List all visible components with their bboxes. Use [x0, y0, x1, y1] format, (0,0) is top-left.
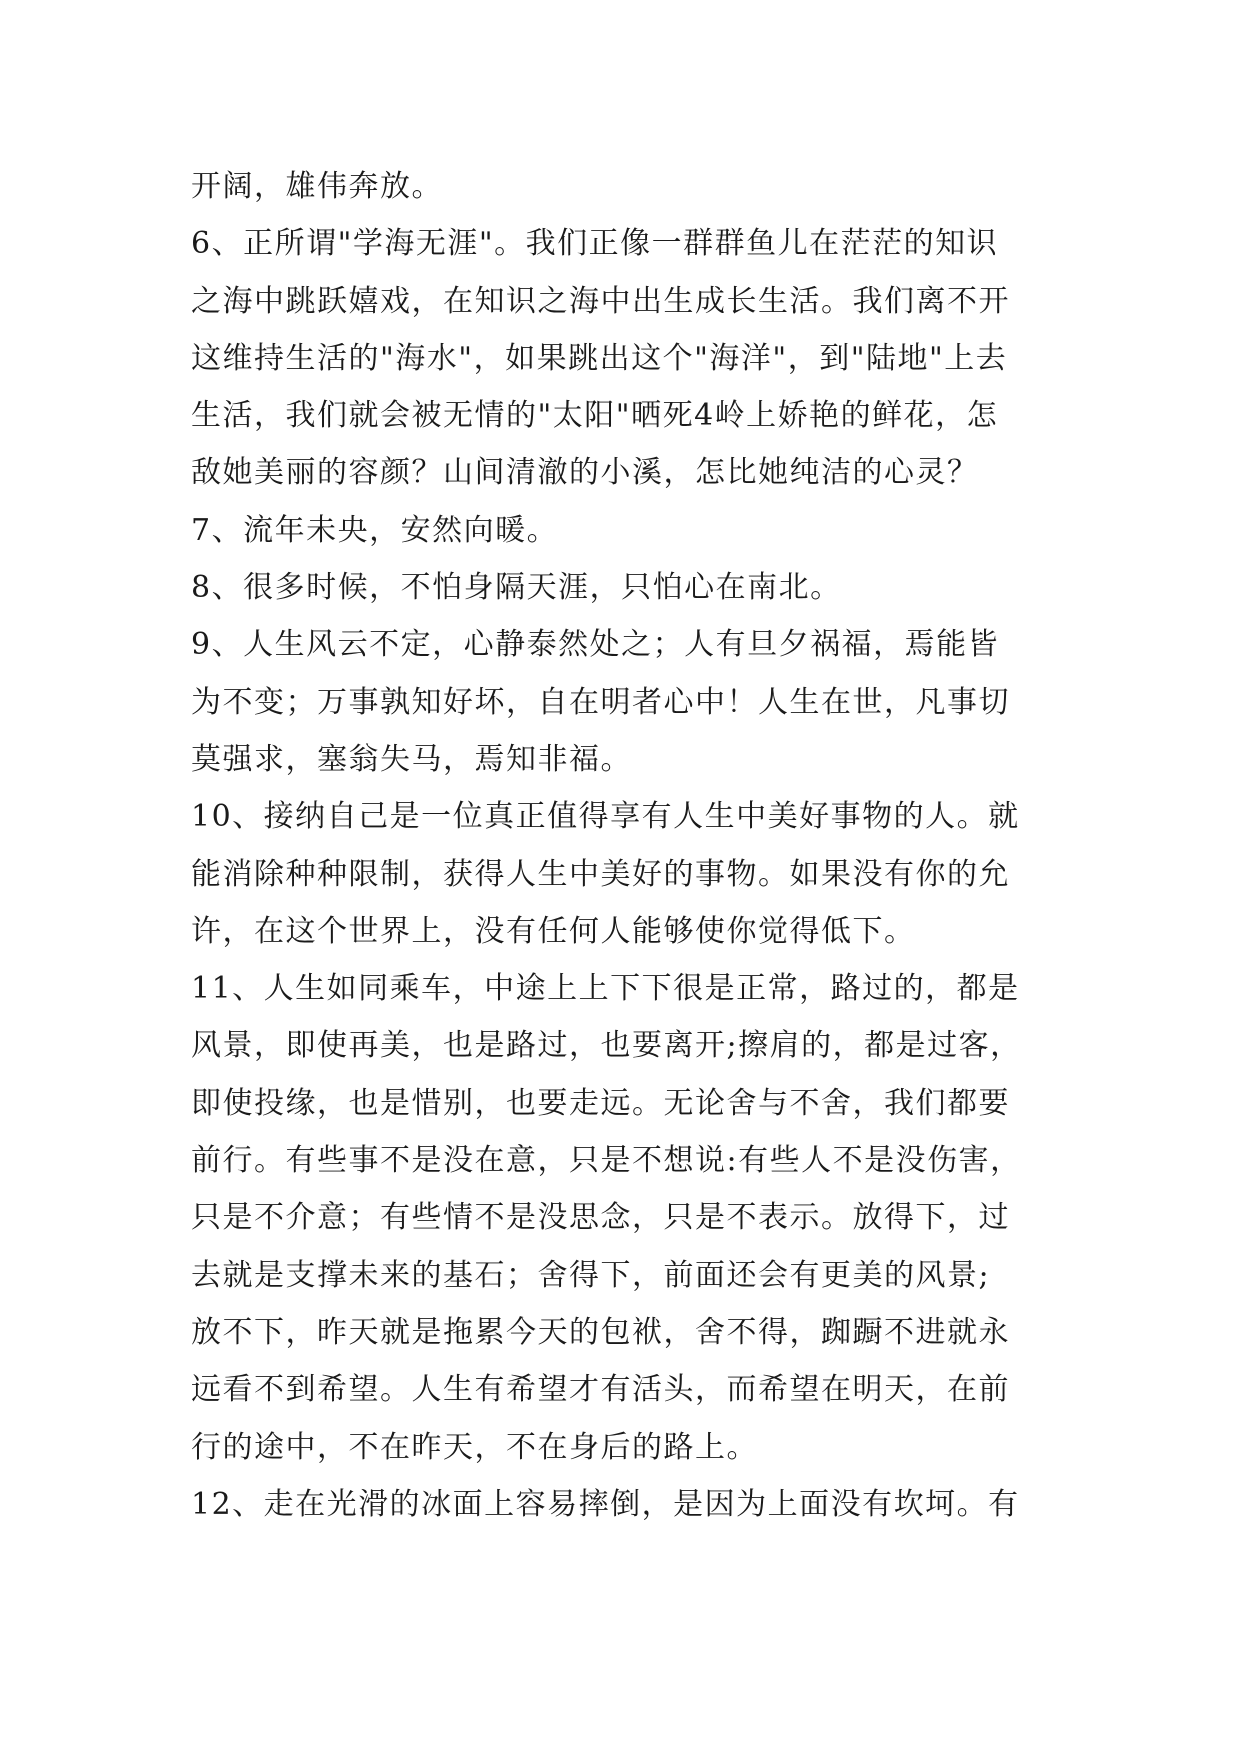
text-line: 放不下，昨天就是拖累今天的包袱，舍不得，踟蹰不进就永 — [191, 1314, 1010, 1350]
text-line: 前行。有些事不是没在意，只是不想说:有些人不是没伤害， — [191, 1143, 1022, 1179]
text-line: 6、正所谓"学海无涯"。我们正像一群群鱼儿在茫茫的知识 — [191, 226, 999, 262]
text-line: 去就是支撑未来的基石；舍得下，前面还会有更美的风景; — [191, 1257, 991, 1293]
text-line: 行的途中，不在昨天，不在身后的路上。 — [191, 1429, 758, 1465]
text-line: 为不变；万事孰知好坏，自在明者心中！人生在世，凡事切 — [191, 684, 1010, 720]
text-line: 10、接纳自己是一位真正值得享有人生中美好事物的人。就 — [191, 799, 1020, 835]
text-line: 即使投缘，也是惜别，也要走远。无论舍与不舍，我们都要 — [191, 1085, 1010, 1121]
text-line: 7、流年未央，安然向暖。 — [191, 512, 559, 548]
body-text — [191, 158, 1051, 1533]
text-line: 开阔，雄伟奔放。 — [191, 169, 443, 204]
text-line: 能消除种种限制，获得人生中美好的事物。如果没有你的允 — [191, 856, 1010, 892]
text-line: 之海中跳跃嬉戏，在知识之海中出生成长生活。我们离不开 — [191, 283, 1010, 319]
text-line: 风景，即使再美，也是路过，也要离开;擦肩的，都是过客， — [191, 1028, 1022, 1064]
text-line: 生活，我们就会被无情的"太阳"晒死4岭上娇艳的鲜花，怎 — [191, 398, 999, 434]
text-line: 11、人生如同乘车，中途上上下下很是正常，路过的，都是 — [191, 971, 1020, 1007]
text-line: 远看不到希望。人生有希望才有活头，而希望在明天，在前 — [191, 1372, 1010, 1408]
text-line: 敌她美丽的容颜？山间清澈的小溪，怎比她纯洁的心灵？ — [191, 455, 979, 491]
text-line: 12、走在光滑的冰面上容易摔倒，是因为上面没有坎坷。有 — [191, 1486, 1020, 1522]
text-line: 莫强求，塞翁失马，焉知非福。 — [191, 741, 632, 777]
text-line: 许，在这个世界上，没有任何人能够使你觉得低下。 — [191, 913, 916, 949]
text-line: 只是不介意；有些情不是没思念，只是不表示。放得下，过 — [191, 1200, 1010, 1236]
text-line: 9、人生风云不定，心静泰然处之；人有旦夕祸福，焉能皆 — [191, 627, 1000, 663]
text-line: 8、很多时候，不怕身隔天涯，只怕心在南北。 — [191, 570, 842, 606]
text-line: 这维持生活的"海水"，如果跳出这个"海洋"，到"陆地"上去 — [191, 340, 1008, 376]
